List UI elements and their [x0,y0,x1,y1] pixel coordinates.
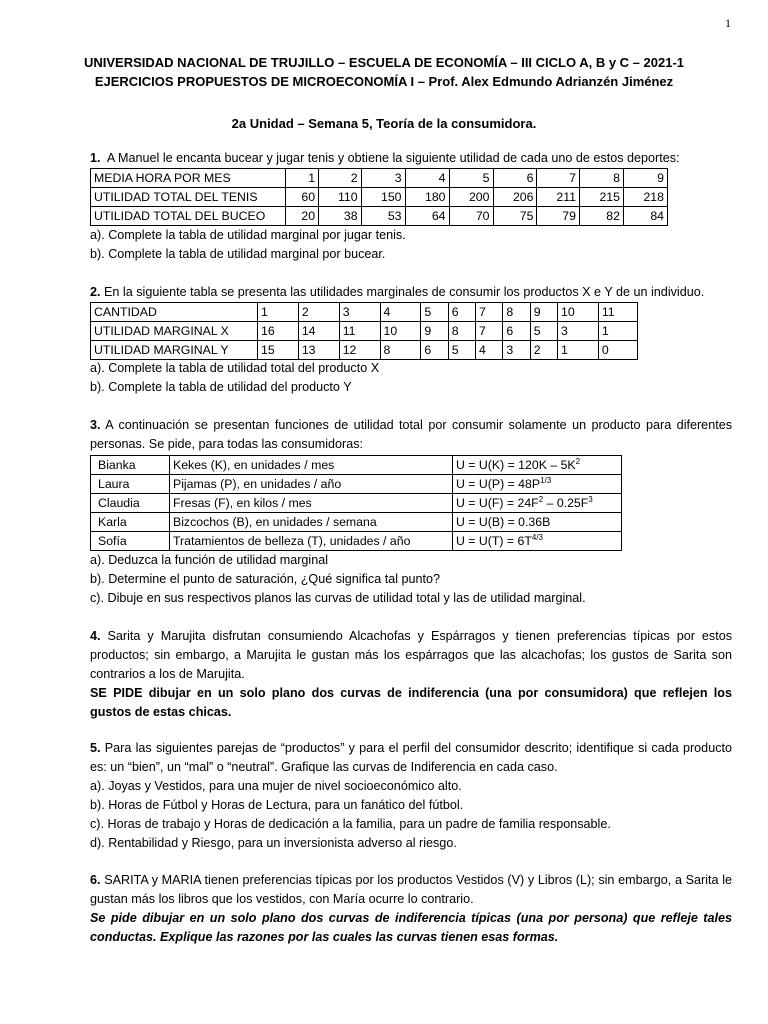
table-cell: 4 [405,169,449,188]
table-cell: 14 [298,322,339,341]
table-cell: 12 [339,341,380,360]
q4-ask: SE PIDE dibujar en un solo plano dos curvas de indiferencia (una por consumidora) que reflejen los gustos de estas chicas. [90,686,732,719]
table-cell: 84 [623,207,667,226]
function-cell [453,532,622,551]
row-label: MEDIA HORA POR MES [91,169,286,188]
consumer-name: Laura [91,475,170,494]
function-cell [453,494,622,513]
table-row [91,456,622,475]
function-text: – 0.25F [543,495,589,510]
table-cell: 7 [537,169,580,188]
q5-item-d: d). Rentabilidad y Riesgo, para un inversionista adverso al riesgo. [90,836,457,850]
exponent: 1/3 [540,475,552,485]
q4-text: Sarita y Marujita disfrutan consumiendo Alcachofas y Espárragos y tienen preferencias típicas por estos productos; sin embargo, a Marujita le gustan más los espárragos que las alcachofas; los gustos de Sarita son contrarios a los de Marujita. [90,629,732,681]
table-cell: 6 [493,169,537,188]
q2-table [90,302,638,360]
table-cell: 6 [503,322,530,341]
unit-title: 2a Unidad – Semana 5, Teoría de la consumidora. [231,116,537,131]
q5-item-a: a). Joyas y Vestidos, para una mujer de nivel socioeconómico alto. [90,779,462,793]
table-row [91,303,638,322]
function-text: U = U(B) = 0.36B [456,514,551,529]
table-cell: 70 [449,207,493,226]
product-cell: Pijamas (P), en unidades / año [170,475,453,494]
table-cell: 8 [448,322,475,341]
q2-text: En la siguiente tabla se presenta las utilidades marginales de consumir los productos X e Y de un individuo. [104,285,705,299]
table-cell: 5 [421,303,448,322]
q2-item-b: b). Complete la tabla de utilidad del producto Y [90,380,352,394]
row-label: UTILIDAD TOTAL DEL BUCEO [91,207,286,226]
table-cell: 60 [286,188,319,207]
q3-number: 3. [90,418,101,432]
table-cell: 6 [421,341,448,360]
table-cell: 11 [339,322,380,341]
table-cell: 2 [530,341,557,360]
table-row [91,494,622,513]
table-cell: 110 [319,188,362,207]
table-cell: 2 [319,169,362,188]
table-cell: 82 [579,207,623,226]
table-cell: 5 [449,169,493,188]
q3-item-c: c). Dibuje en sus respectivos planos las curvas de utilidad total y las de utilidad marginal. [90,591,586,605]
q1-item-a: a). Complete la tabla de utilidad marginal por jugar tenis. [90,228,406,242]
table-cell: 3 [558,322,599,341]
table-cell: 1 [558,341,599,360]
q3-item-a: a). Deduzca la función de utilidad marginal [90,553,329,567]
table-cell: 180 [405,188,449,207]
table-cell: 10 [558,303,599,322]
consumer-name: Bianka [91,456,170,475]
table-cell: 211 [537,188,580,207]
table-cell: 1 [258,303,299,322]
q3-statement [90,416,732,454]
table-cell: 9 [530,303,557,322]
q1-text: A Manuel le encanta bucear y jugar tenis y obtiene la siguiente utilidad de cada uno de estos deportes: [106,151,680,165]
table-row [91,475,622,494]
q1-statement [90,149,732,168]
table-cell: 15 [258,341,299,360]
table-cell: 4 [380,303,421,322]
page-number: 1 [725,16,731,30]
product-cell: Tratamientos de belleza (T), unidades / año [170,532,453,551]
q5-text: Para las siguientes parejas de “productos” y para el perfil del consumidor descrito; identifique si cada producto es: un “bien”, un “mal” o “neutral”. Grafique las curvas de Indiferencia en cada caso. [90,741,732,774]
table-cell: 11 [598,303,637,322]
table-cell: 7 [476,322,503,341]
table-cell: 4 [476,341,503,360]
table-cell: 38 [319,207,362,226]
table-cell: 8 [579,169,623,188]
table-cell: 1 [598,322,637,341]
table-cell: 6 [448,303,475,322]
q1-item-b: b). Complete la tabla de utilidad marginal por bucear. [90,247,386,261]
q5-number: 5. [90,741,101,755]
table-cell: 20 [286,207,319,226]
q5-item-c: c). Horas de trabajo y Horas de dedicación a la familia, para un padre de familia responsable. [90,817,611,831]
function-text: U = U(P) = 48P [456,476,541,491]
product-cell: Kekes (K), en unidades / mes [170,456,453,475]
table-row [91,513,622,532]
consumer-name: Claudia [91,494,170,513]
row-label: UTILIDAD MARGINAL X [91,322,258,341]
table-row [91,169,668,188]
exponent: 2 [575,456,581,466]
table-row [91,532,622,551]
product-cell: Fresas (F), en kilos / mes [170,494,453,513]
q2-item-a: a). Complete la tabla de utilidad total del producto X [90,361,380,375]
table-cell: 79 [537,207,580,226]
exponent: 3 [588,494,593,504]
product-cell: Bizcochos (B), en unidades / semana [170,513,453,532]
table-cell: 0 [598,341,637,360]
table-cell: 150 [361,188,405,207]
table-cell: 16 [258,322,299,341]
table-cell: 5 [448,341,475,360]
exponent: 4/3 [531,532,543,542]
header-university: UNIVERSIDAD NACIONAL DE TRUJILLO – ESCUELA DE ECONOMÍA – III CICLO A, B y C – 2021-1 [83,55,685,70]
q1-number: 1. [90,151,101,165]
q6-ask: Se pide dibujar en un solo plano dos curvas de indiferencia típicas (una por persona) que refleje tales conductas. Explique las razones por las cuales las curvas tienen esas formas. [90,911,732,944]
table-row [91,341,638,360]
q5-statement [90,739,732,777]
consumer-name: Karla [91,513,170,532]
table-cell: 9 [421,322,448,341]
row-label: UTILIDAD MARGINAL Y [91,341,258,360]
function-text: U = U(T) = 6T [456,533,532,548]
row-label: UTILIDAD TOTAL DEL TENIS [91,188,286,207]
table-cell: 13 [298,341,339,360]
q5-item-b: b). Horas de Fútbol y Horas de Lectura, para un fanático del fútbol. [90,798,464,812]
q2-statement [90,283,732,302]
q2-number: 2. [90,285,101,299]
table-row [91,207,668,226]
table-cell: 218 [623,188,667,207]
q6-statement [90,871,732,909]
consumer-name: Sofía [91,532,170,551]
function-text: U = U(K) = 120K – 5K [456,457,576,472]
table-cell: 7 [476,303,503,322]
q3-table [90,455,622,551]
q3-item-b: b). Determine el punto de saturación, ¿Qué significa tal punto? [90,572,441,586]
q6-number: 6. [90,873,101,887]
q1-table [90,168,668,226]
header-course: EJERCICIOS PROPUESTOS DE MICROECONOMÍA I – Prof. Alex Edmundo Adrianzén Jiménez [94,74,674,89]
table-cell: 5 [530,322,557,341]
table-cell: 200 [449,188,493,207]
table-cell: 10 [380,322,421,341]
table-cell: 53 [361,207,405,226]
table-cell: 8 [380,341,421,360]
row-label: CANTIDAD [91,303,258,322]
q4-number: 4. [90,629,101,643]
table-cell: 64 [405,207,449,226]
table-cell: 3 [503,341,530,360]
table-cell: 3 [361,169,405,188]
table-row [91,188,668,207]
table-cell: 75 [493,207,537,226]
table-cell: 215 [579,188,623,207]
function-cell [453,513,622,532]
function-cell [453,456,622,475]
table-row [91,322,638,341]
q3-text: A continuación se presentan funciones de utilidad total por consumir solamente un producto para diferentes personas. Se pide, para todas las consumidoras: [90,418,732,451]
q4-statement [90,627,732,684]
table-cell: 3 [339,303,380,322]
table-cell: 206 [493,188,537,207]
table-cell: 8 [503,303,530,322]
table-cell: 1 [286,169,319,188]
q6-text: SARITA y MARIA tienen preferencias típicas por los productos Vestidos (V) y Libros (L); sin embargo, a Sarita le gustan más los libros que los vestidos, con María ocurre lo contrario. [90,873,732,906]
table-cell: 9 [623,169,667,188]
table-cell: 2 [298,303,339,322]
function-cell [453,475,622,494]
exponent: 2 [538,494,544,504]
function-text: U = U(F) = 24F [456,495,539,510]
